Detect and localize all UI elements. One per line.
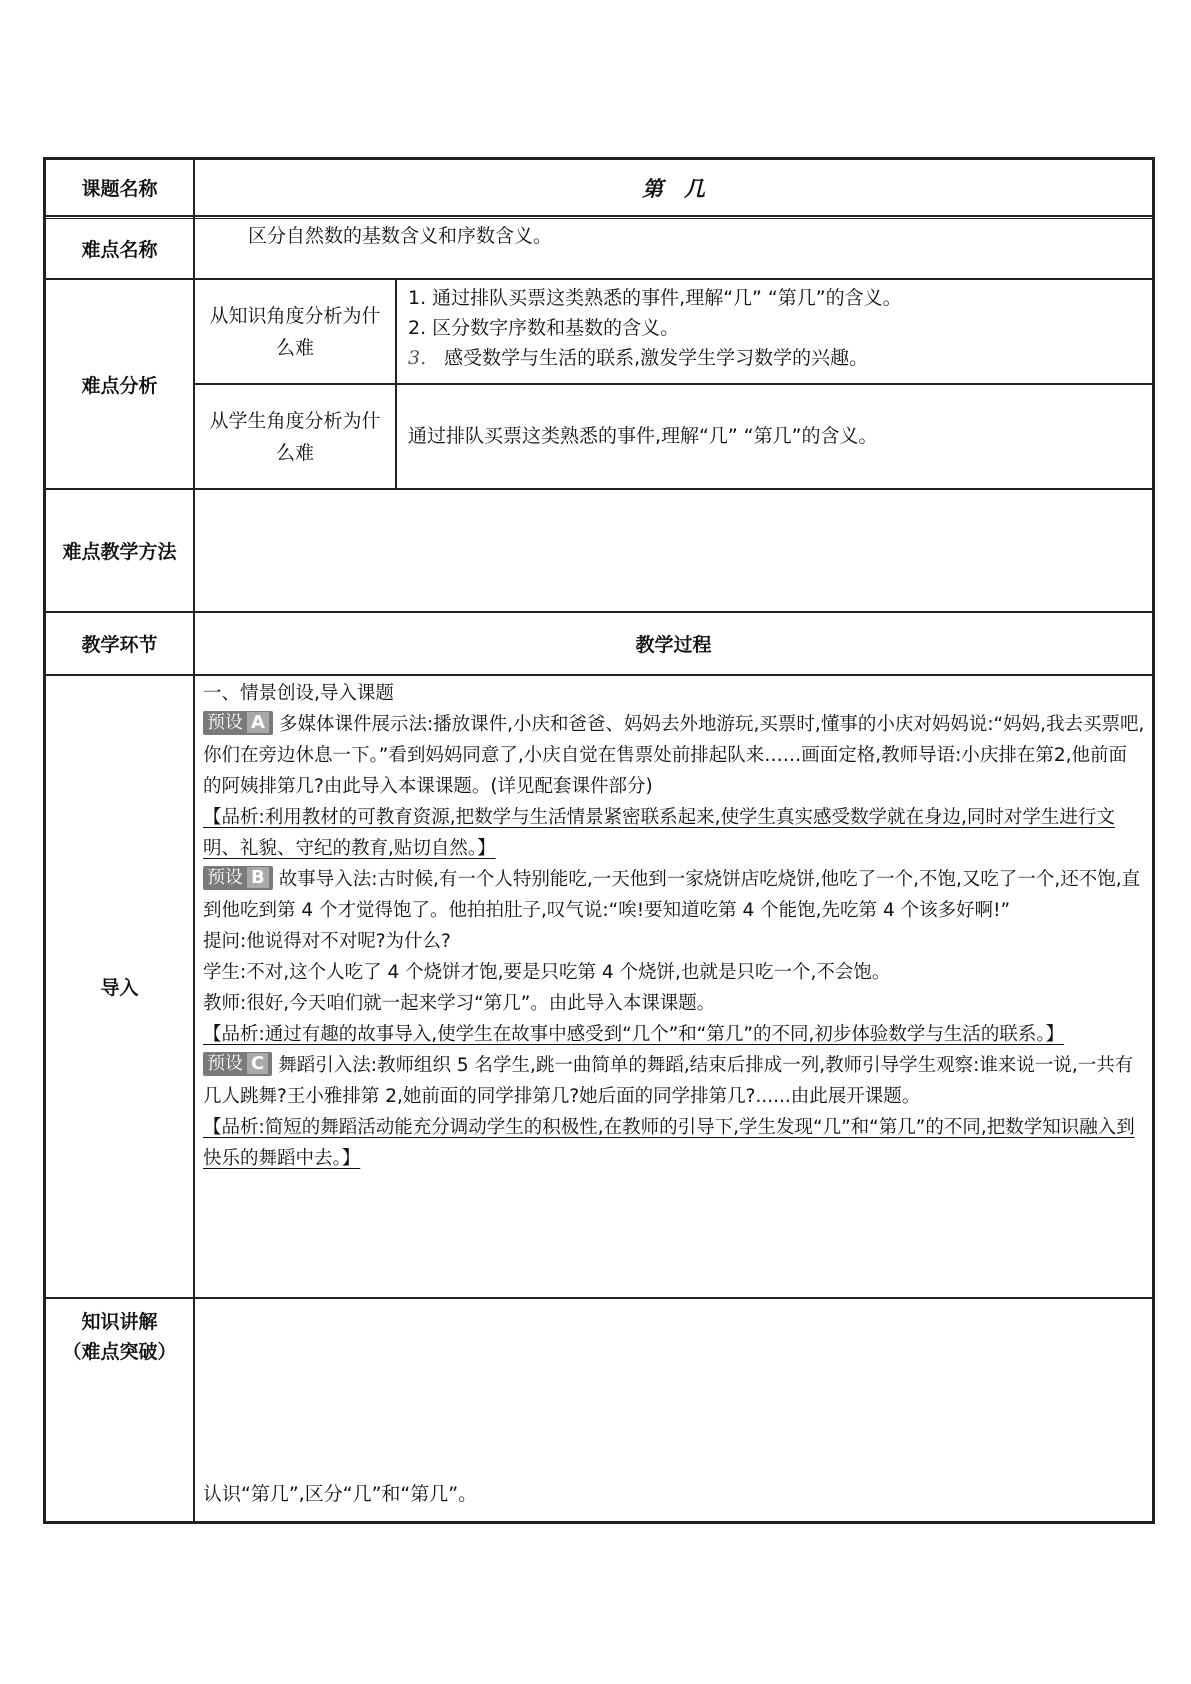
intro-content [203, 678, 1145, 1293]
course-name-label: 课题名称 [81, 178, 158, 200]
teaching-stage-label: 教学环节 [81, 634, 158, 656]
difficulty-name: 区分自然数的基数含义和序数含义。 [248, 225, 553, 247]
student-angle-text: 通过排队买票这类熟悉的事件,理解“几” “第几”的含义。 [408, 425, 878, 447]
preset-a-text: 多媒体课件展示法:播放课件,小庆和爸爸、妈妈去外地游玩,买票时,懂事的小庆对妈妈说:“妈妈,我去买票吧,你们在旁边休息一下。”看到妈妈同意了,小庆自觉在售票处前排起队来……画面定格,教师导语:小庆排在第2,他前面的阿姨排第几?由此导入本课课题。(详见配套课件部分) [203, 714, 1145, 797]
preset-c-text: 舞蹈引入法:教师组织 5 名学生,跳一曲简单的舞蹈,结束后排成一列,教师引导学生观察:谁来说一说,一共有几人跳舞?王小雅排第 2,她前面的同学排第几?她后面的同学排第几?......由此展开课题。 [203, 1055, 1134, 1107]
preset-a-paragraph [203, 709, 1145, 802]
knowledge-point-2: 2. 区分数字序数和基数的含义。 [408, 317, 680, 339]
preset-c-badge [203, 1052, 272, 1076]
table-border-right [1152, 157, 1155, 1524]
preset-b-question: 提问:他说得对不对呢?为什么? [203, 931, 451, 952]
knowledge-label-line-1: 知识讲解 [81, 1311, 158, 1333]
preset-word: 预设 [207, 1053, 243, 1074]
row-divider [43, 488, 1155, 490]
preset-letter: A [247, 712, 269, 733]
intro-label: 导入 [100, 977, 139, 999]
row-divider [43, 218, 1155, 219]
preset-a-badge [203, 711, 273, 735]
preset-a-analysis: 【品析:利用教材的可教育资源,把数学与生活情景紧密联系起来,使学生真实感受数学就在身边,同时对学生进行文明、礼貌、守纪的教育,贴切自然。】 [203, 807, 1115, 859]
intro-heading: 一、情景创设,导入课题 [203, 683, 394, 704]
knowledge-point-3-number: 3. [408, 347, 427, 369]
knowledge-label-line-2: （难点突破） [62, 1341, 177, 1363]
teaching-method-label: 难点教学方法 [62, 541, 177, 563]
column-divider [193, 157, 195, 1524]
preset-b-paragraph [203, 864, 1145, 926]
preset-letter: B [247, 867, 269, 888]
row-divider [43, 674, 1155, 676]
knowledge-points [408, 283, 1148, 383]
difficulty-name-label: 难点名称 [81, 239, 158, 261]
preset-b-analysis: 【品析:通过有趣的故事导入,使学生在故事中感受到“几个”和“第几”的不同,初步体验数学与生活的联系。】 [203, 1024, 1065, 1045]
knowledge-point-3 [408, 343, 1148, 373]
course-name: 第 几 [642, 176, 705, 201]
difficulty-analysis-label: 难点分析 [81, 374, 158, 397]
preset-word: 预设 [207, 712, 243, 733]
knowledge-point-1: 1. 通过排队买票这类熟悉的事件,理解“几” “第几”的含义。 [408, 287, 902, 309]
preset-b-teacher: 教师:很好,今天咱们就一起来学习“第几”。由此导入本课课题。 [203, 993, 716, 1014]
table-border-bottom [43, 1521, 1155, 1524]
knowledge-angle-label: 从知识角度分析为什么难 [209, 304, 381, 359]
preset-b-badge [203, 866, 273, 890]
preset-c-paragraph [203, 1050, 1145, 1112]
knowledge-label [46, 1307, 193, 1387]
lesson-plan-table [43, 157, 1155, 1524]
teaching-process-label: 教学过程 [635, 634, 712, 656]
row-divider [43, 1297, 1155, 1299]
preset-c-analysis: 【品析:简短的舞蹈活动能充分调动学生的积极性,在教师的引导下,学生发现“几”和“第几”的不同,把数学知识融入到快乐的舞蹈中去。】 [203, 1117, 1135, 1169]
column-divider [395, 279, 397, 489]
student-angle-label: 从学生角度分析为什么难 [209, 409, 381, 464]
knowledge-text: 认识“第几”,区分“几”和“第几”。 [203, 1483, 478, 1505]
preset-word: 预设 [207, 867, 243, 888]
preset-b-student: 学生:不对,这个人吃了 4 个烧饼才饱,要是只吃第 4 个烧饼,也就是只吃一个,不会饱。 [203, 962, 891, 983]
row-divider [43, 215, 1155, 217]
preset-letter: C [247, 1053, 268, 1074]
preset-b-text: 故事导入法:古时候,有一个人特别能吃,一天他到一家烧饼店吃烧饼,他吃了一个,不饱,又吃了一个,还不饱,直到他吃到第 4 个才觉得饱了。他拍拍肚子,叹气说:“唉!要知道吃第 4 个能饱,先吃第 4 个该多好啊!” [203, 869, 1141, 921]
knowledge-point-3-text: 感受数学与生活的联系,激发学生学习数学的兴趣。 [444, 347, 869, 369]
